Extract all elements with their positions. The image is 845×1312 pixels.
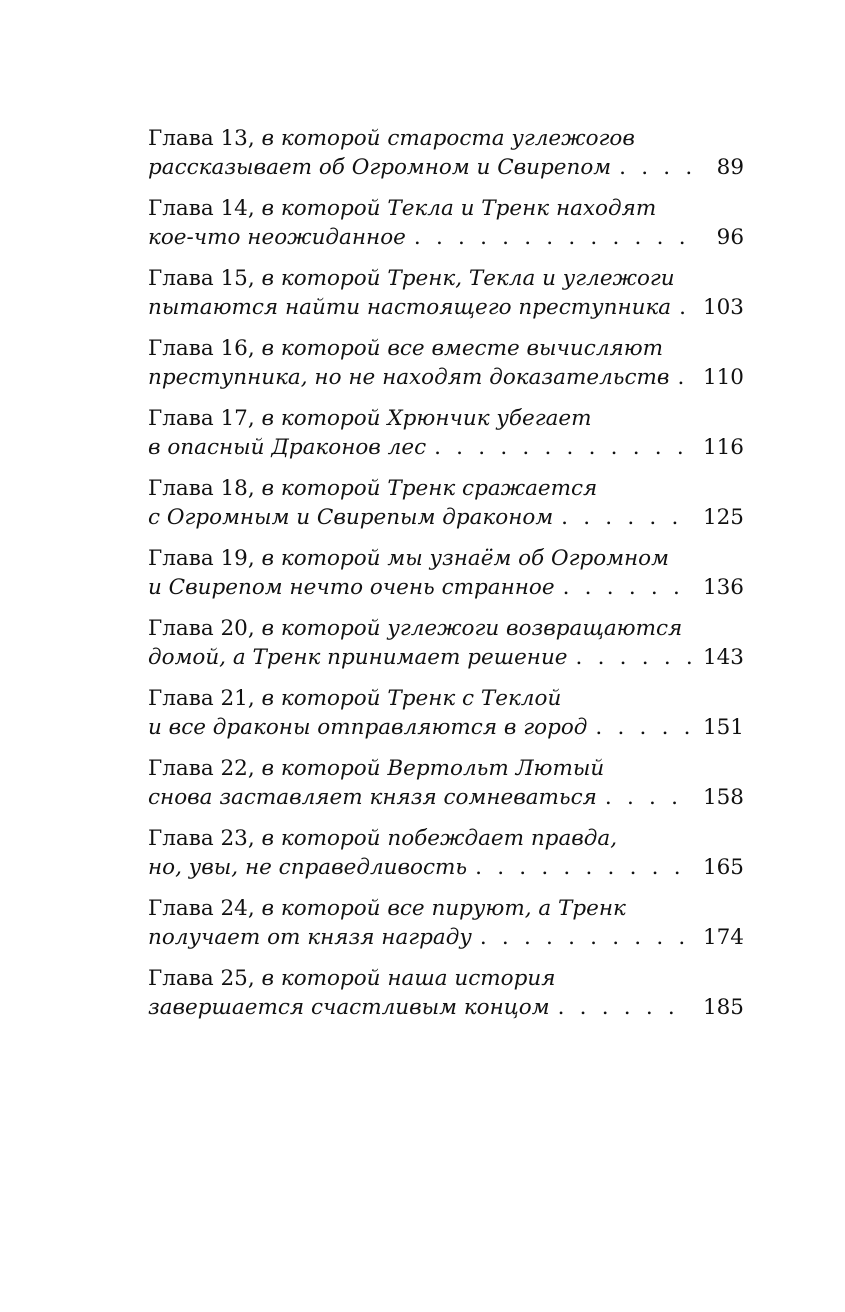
chapter-description-cont: но, увы, не справедливость	[148, 855, 468, 880]
toc-entry-continuation	[148, 993, 744, 1022]
chapter-description: в которой Тренк, Текла и углежоги	[261, 266, 675, 291]
toc-entry-heading	[148, 334, 744, 363]
chapter-description-cont: пытаются найти настоящего преступника	[148, 295, 672, 320]
toc-entry-heading	[148, 614, 744, 643]
toc-entry-continuation	[148, 783, 744, 812]
dot-leaders	[480, 923, 692, 952]
dot-leaders	[434, 433, 692, 462]
chapter-description: в которой углежоги возвращаются	[261, 616, 683, 641]
toc-entry-continuation	[148, 363, 744, 392]
page-number: 89	[716, 155, 744, 180]
chapter-description-cont: рассказывает об Огромном и Свирепом	[148, 155, 612, 180]
toc-entry-heading	[148, 824, 744, 853]
page-number: 103	[702, 295, 744, 320]
chapter-number: Глава 22,	[148, 756, 255, 781]
dot-leaders	[619, 153, 692, 182]
toc-entry-continuation	[148, 643, 744, 672]
toc-entry[interactable]	[148, 684, 744, 754]
toc-entry[interactable]	[148, 824, 744, 894]
toc-entry-continuation	[148, 433, 744, 462]
page-number: 158	[702, 785, 744, 810]
chapter-description-cont: и Свирепом нечто очень странное	[148, 575, 555, 600]
toc-entry-heading	[148, 684, 744, 713]
chapter-number: Глава 21,	[148, 686, 255, 711]
toc-entry-heading	[148, 894, 744, 923]
page-number: 151	[702, 715, 744, 740]
chapter-description-cont: снова заставляет князя сомневаться	[148, 785, 597, 810]
toc-entry-heading	[148, 544, 744, 573]
dot-leaders	[475, 853, 692, 882]
chapter-number: Глава 14,	[148, 196, 255, 221]
chapter-description: в которой Вертольт Лютый	[261, 756, 605, 781]
toc-entry-heading	[148, 474, 744, 503]
chapter-description: в которой Хрюнчик убегает	[261, 406, 592, 431]
toc-entry-heading	[148, 124, 744, 153]
chapter-description-cont: получает от князя награду	[148, 925, 472, 950]
toc-entry-heading	[148, 404, 744, 433]
chapter-number: Глава 23,	[148, 826, 255, 851]
dot-leaders	[558, 993, 692, 1022]
dot-leaders	[677, 363, 692, 392]
toc-entry[interactable]	[148, 894, 744, 964]
chapter-number: Глава 25,	[148, 966, 255, 991]
toc-entry[interactable]	[148, 404, 744, 474]
chapter-description-cont: домой, а Тренк принимает решение	[148, 645, 568, 670]
chapter-description-cont: в опасный Драконов лес	[148, 435, 427, 460]
toc-entry-continuation	[148, 853, 744, 882]
page-number: 96	[716, 225, 744, 250]
chapter-description: в которой Текла и Тренк находят	[261, 196, 657, 221]
toc-entry[interactable]	[148, 264, 744, 334]
toc-entry-continuation	[148, 923, 744, 952]
toc-entry-continuation	[148, 713, 744, 742]
dot-leaders	[605, 783, 692, 812]
toc-entry[interactable]	[148, 334, 744, 404]
chapter-description: в которой Тренк с Теклой	[261, 686, 562, 711]
dot-leaders	[414, 223, 692, 252]
chapter-description-cont: и все драконы отправляются в город	[148, 715, 588, 740]
chapter-description-cont: преступника, но не находят доказательств	[148, 365, 670, 390]
page-number: 110	[702, 365, 744, 390]
page-number: 143	[702, 645, 744, 670]
chapter-number: Глава 15,	[148, 266, 255, 291]
chapter-description-cont: кое-что неожиданное	[148, 225, 406, 250]
chapter-number: Глава 17,	[148, 406, 255, 431]
toc-entry[interactable]	[148, 964, 744, 1034]
page-number: 174	[702, 925, 744, 950]
chapter-number: Глава 20,	[148, 616, 255, 641]
dot-leaders	[561, 503, 692, 532]
dot-leaders	[679, 293, 692, 322]
toc-entry-heading	[148, 754, 744, 783]
chapter-description: в которой мы узнаём об Огромном	[261, 546, 669, 571]
toc-entry-continuation	[148, 223, 744, 252]
toc-entry-heading	[148, 964, 744, 993]
chapter-description: в которой Тренк сражается	[261, 476, 598, 501]
table-of-contents	[148, 124, 744, 1034]
chapter-description-cont: завершается счастливым концом	[148, 995, 550, 1020]
toc-entry-continuation	[148, 503, 744, 532]
chapter-number: Глава 18,	[148, 476, 255, 501]
toc-entry-heading	[148, 264, 744, 293]
chapter-description: в которой все пируют, а Тренк	[261, 896, 626, 921]
page-number: 165	[702, 855, 744, 880]
page-number: 125	[702, 505, 744, 530]
page-number: 116	[702, 435, 744, 460]
chapter-description: в которой все вместе вычисляют	[261, 336, 664, 361]
toc-entry[interactable]	[148, 544, 744, 614]
toc-entry[interactable]	[148, 124, 744, 194]
page-number: 185	[702, 995, 744, 1020]
toc-entry-continuation	[148, 293, 744, 322]
chapter-number: Глава 24,	[148, 896, 255, 921]
toc-entry[interactable]	[148, 194, 744, 264]
toc-entry[interactable]	[148, 754, 744, 824]
chapter-number: Глава 13,	[148, 126, 255, 151]
chapter-description: в которой наша история	[261, 966, 556, 991]
page-number: 136	[702, 575, 744, 600]
chapter-description-cont: с Огромным и Свирепым драконом	[148, 505, 554, 530]
toc-entry-continuation	[148, 573, 744, 602]
chapter-description: в которой побеждает правда,	[261, 826, 618, 851]
toc-entry-heading	[148, 194, 744, 223]
toc-entry[interactable]	[148, 614, 744, 684]
dot-leaders	[563, 573, 692, 602]
chapter-number: Глава 19,	[148, 546, 255, 571]
chapter-number: Глава 16,	[148, 336, 255, 361]
toc-entry[interactable]	[148, 474, 744, 544]
dot-leaders	[595, 713, 692, 742]
chapter-description: в которой староста углежогов	[261, 126, 635, 151]
toc-entry-continuation	[148, 153, 744, 182]
dot-leaders	[576, 643, 692, 672]
